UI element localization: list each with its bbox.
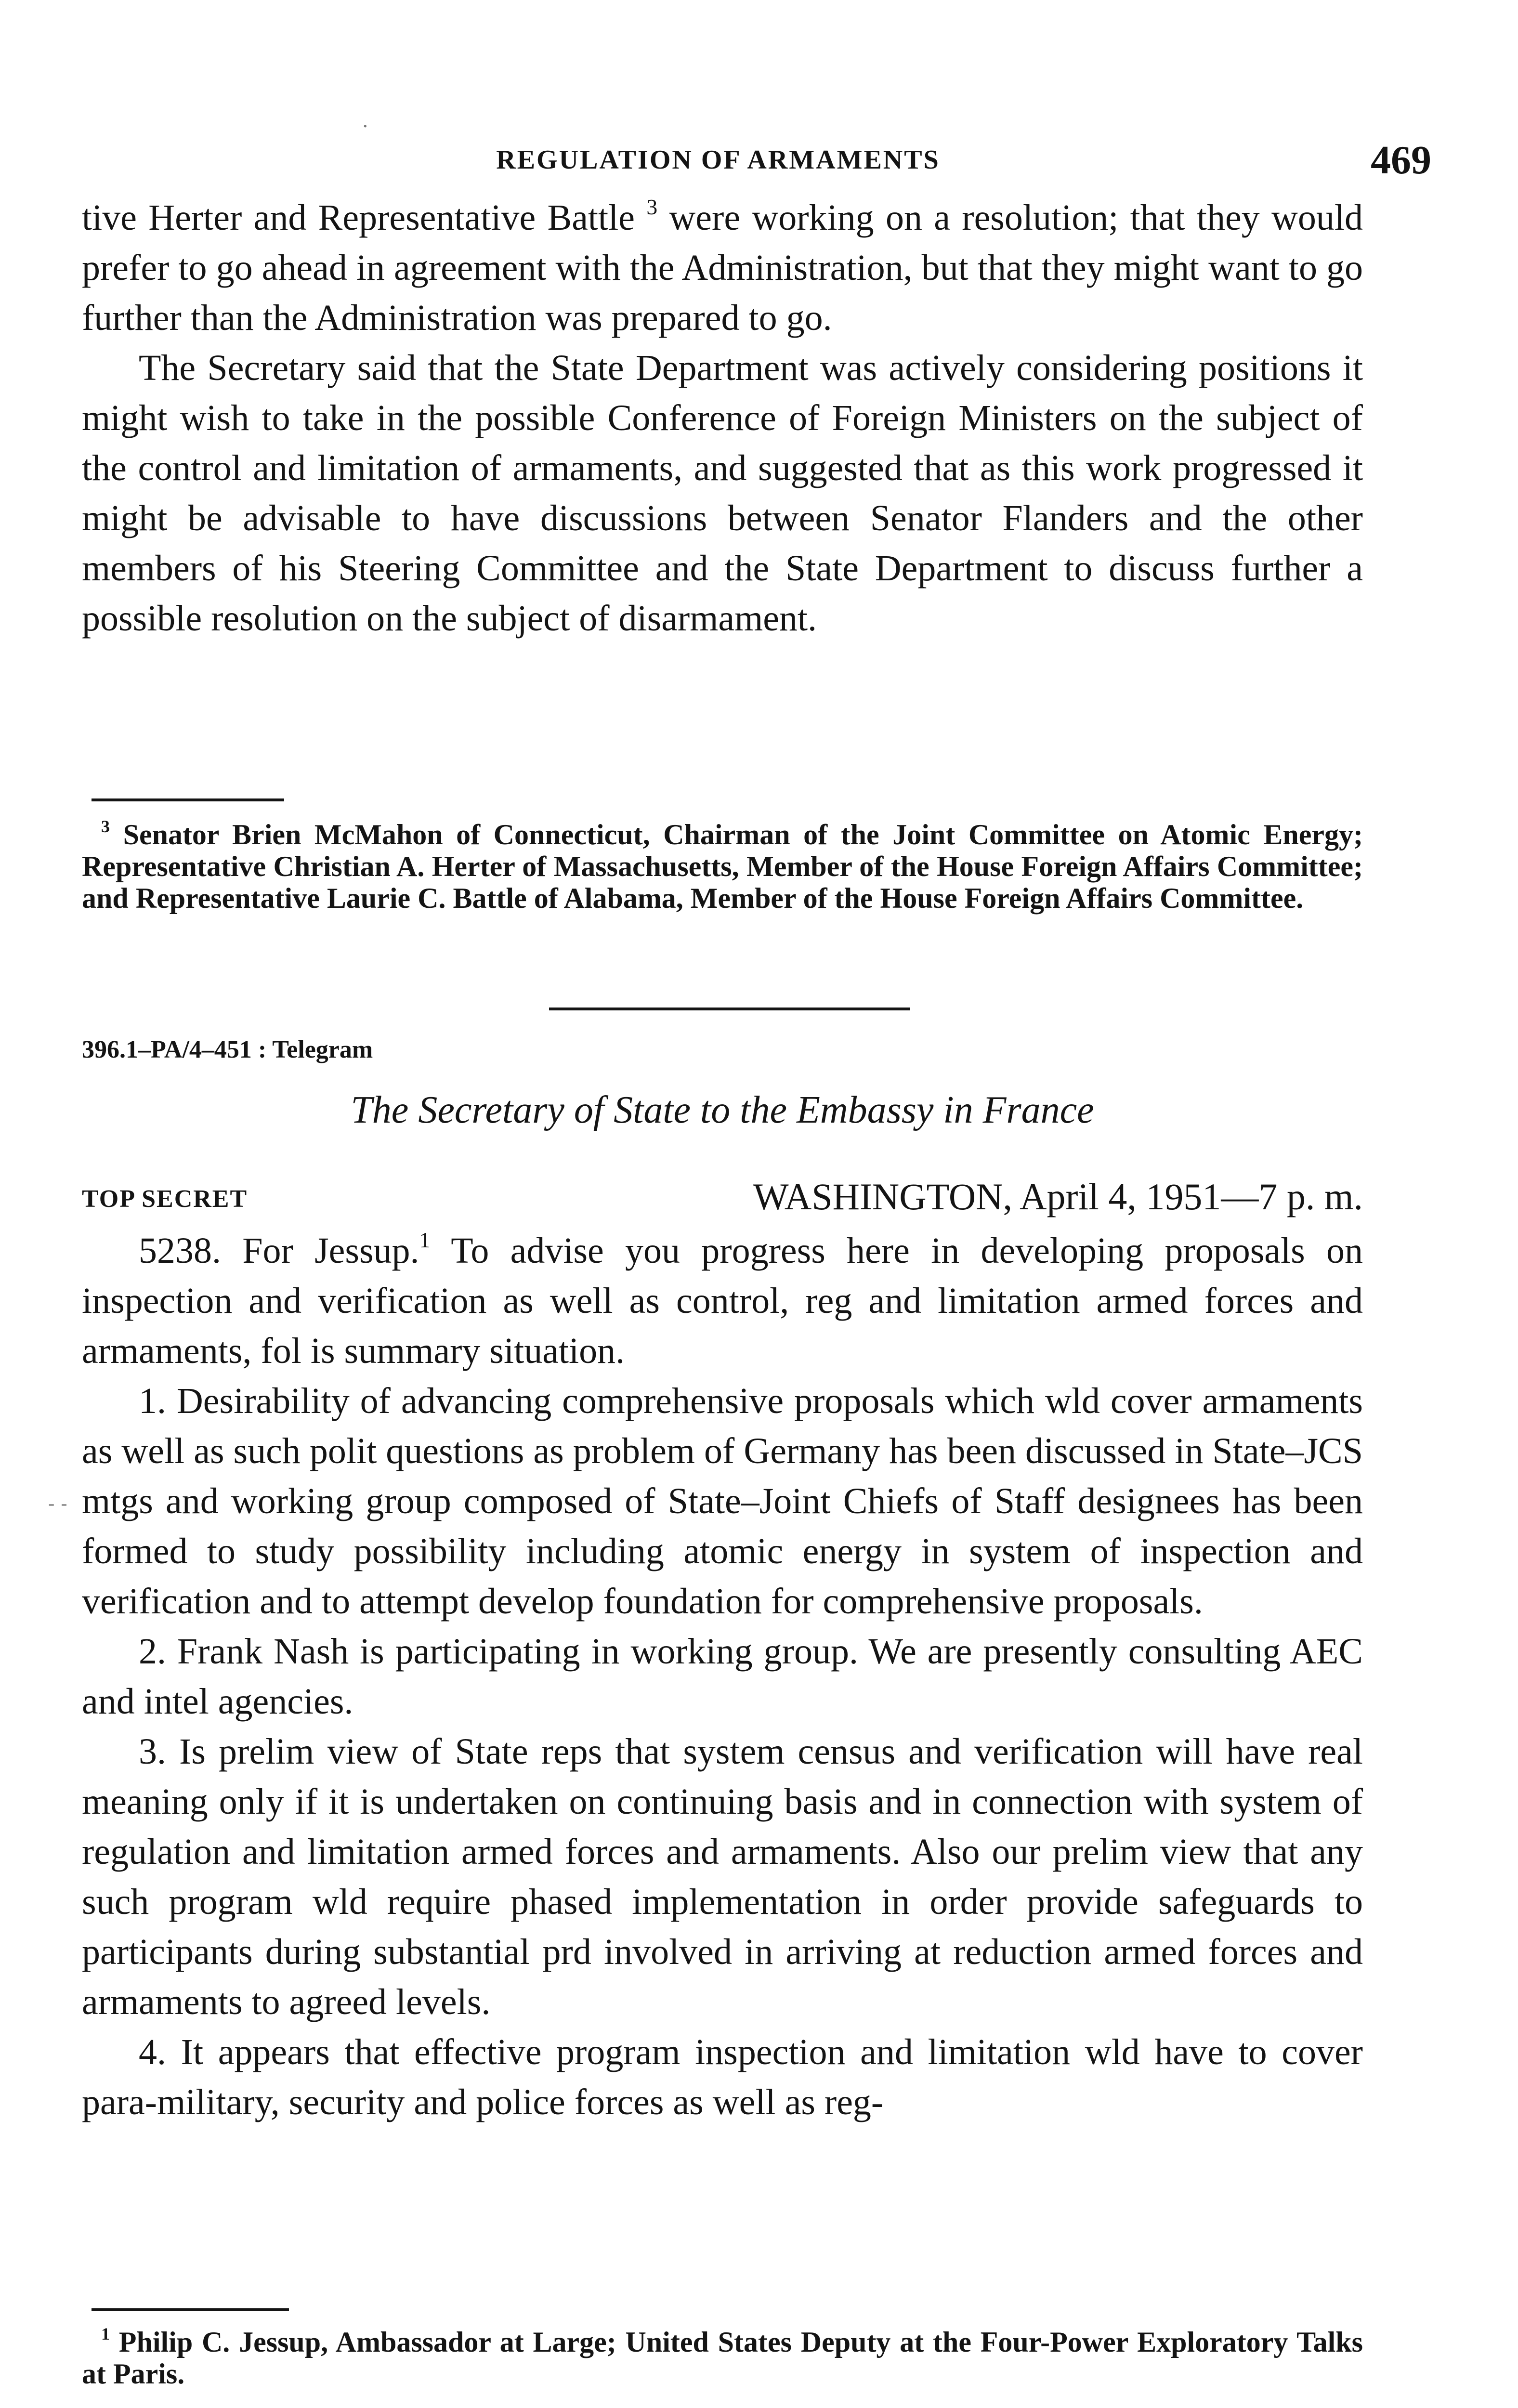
paragraph-rest: were working on a resolution; that they would prefer to go ahead in agreement with the Administration, but that they might want to go further than the Administration was prepared to go. xyxy=(82,197,1363,338)
footnote-text: Philip C. Jessup, Ambassador at Large; United States Deputy at the Four-Power Exploratory Talks at Paris. xyxy=(82,2326,1363,2390)
opening-rest: To advise you progress here in developing proposals on inspection and verification as well as control, reg and limitation armed forces and armaments, fol is summary situation. xyxy=(82,1230,1363,1371)
footnote-ref-1: 1 xyxy=(419,1228,431,1253)
footnote-marker: 1 xyxy=(101,2324,110,2343)
footnote-1 xyxy=(82,2326,1363,2390)
secretary-paragraph: The Secretary said that the State Department was actively considering positions it might wish to take in the possible Conference of Foreign Ministers on the subject of the control and limitation of armaments, and suggested that as this work progressed it might be advisable to have discussions between Senator Flanders and the other members of his Steering Committee and the State Department to discuss further a possible resolution on the subject of disarmament. xyxy=(82,348,1363,639)
paragraph-start: tive Herter and Representative Battle xyxy=(82,197,635,238)
footnote-text: Senator Brien McMahon of Connecticut, Chairman of the Joint Committee on Atomic Energy; Representative Christian A. Herter of Massachusetts, Member of the House Foreign Affairs Committee; and Representative Laurie C. Battle of Alabama, Member of the House Foreign Affairs Committee. xyxy=(82,819,1363,914)
opening-paragraph xyxy=(82,1226,1363,1376)
file-reference: 396.1–PA/4–451 : Telegram xyxy=(82,1036,373,1063)
scan-speck: · xyxy=(362,116,368,138)
footnote-marker: 3 xyxy=(101,816,110,836)
running-title: REGULATION OF ARMAMENTS xyxy=(496,145,940,175)
section-divider xyxy=(549,1008,910,1010)
telegram-text-block xyxy=(82,1226,1363,2127)
numbered-paragraph: 3. Is prelim view of State reps that system census and verification will have real meaning only if it is undertaken on continuing basis and in connection with system of regulation and limitation armed forces and armaments. Also our prelim view that any such program wld require phased implementation in order provide safeguards to participants during substantial prd involved in arriving at reduction armed forces and armaments to agreed levels. xyxy=(82,1731,1363,2022)
numbered-paragraph: 4. It appears that effective program inspection and limitation wld have to cover para-military, security and police forces as well as reg- xyxy=(82,2032,1363,2122)
continued-text-block xyxy=(82,193,1363,643)
page-number: 469 xyxy=(1371,138,1431,183)
footnote-divider xyxy=(92,798,284,801)
scan-mark: - - xyxy=(48,1493,67,1515)
footnote-divider xyxy=(92,2308,289,2311)
document-title: The Secretary of State to the Embassy in France xyxy=(351,1089,1094,1131)
footnote-3 xyxy=(82,816,1363,914)
numbered-paragraph: 1. Desirability of advancing comprehensive proposals which wld cover armaments as well as such polit questions as problem of Germany has been discussed in State–JCS mtgs and working group composed of State–Joint Chiefs of Staff designees has been formed to study possibility including atomic energy in system of inspection and verification and to attempt develop foundation for comprehensive proposals. xyxy=(82,1381,1363,1622)
footnote-ref-3: 3 xyxy=(646,195,658,220)
dateline: WASHINGTON, April 4, 1951—7 p. m. xyxy=(753,1176,1363,1217)
continued-paragraph xyxy=(82,193,1363,343)
running-head xyxy=(82,138,1431,183)
classification: TOP SECRET xyxy=(82,1185,248,1213)
opening-start: 5238. For Jessup. xyxy=(139,1230,419,1271)
numbered-paragraph: 2. Frank Nash is participating in working group. We are presently consulting AEC and intel agencies. xyxy=(82,1631,1363,1722)
